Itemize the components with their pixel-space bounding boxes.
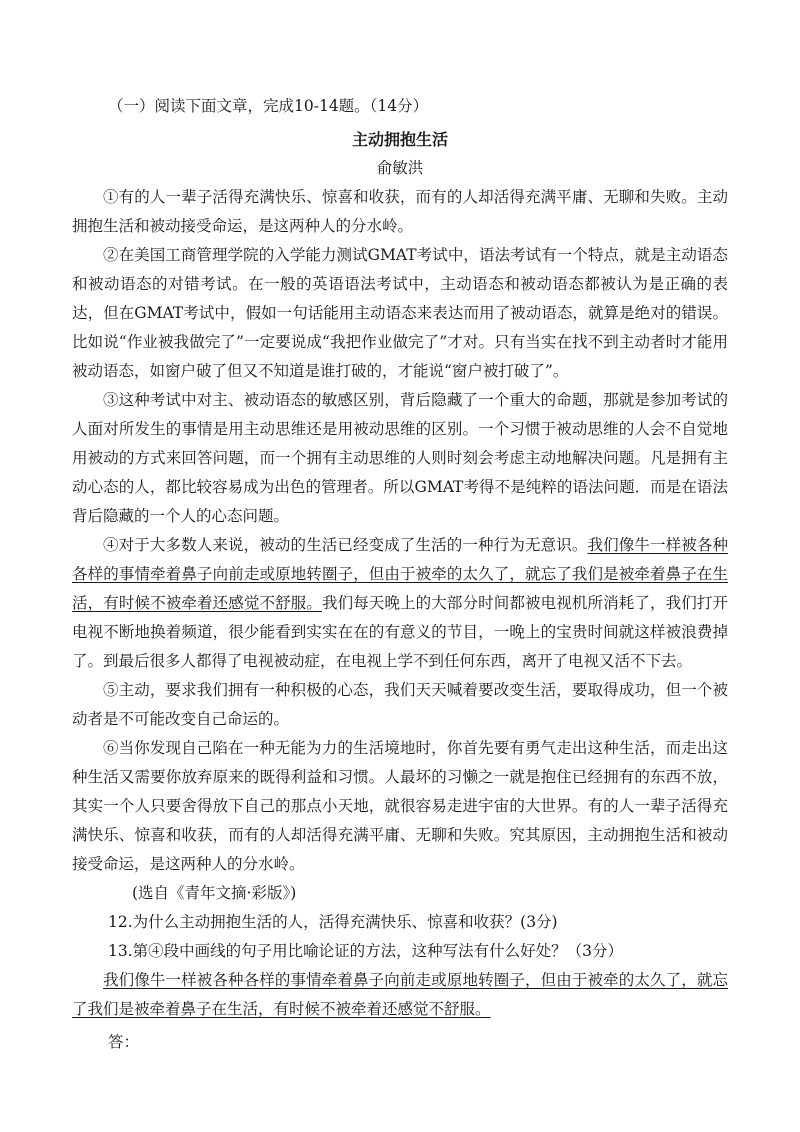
paragraph-4 bbox=[72, 531, 728, 676]
article-source: (选自《青年文摘·彩版》) bbox=[132, 884, 297, 902]
paragraph-1: ①有的人一辈子活得充满快乐、惊喜和收获，而有的人却活得充满平庸、无聊和失败。主动拥抱生活和被动接受命运，是这两种人的分水岭。 bbox=[72, 188, 728, 235]
paragraph-2: ②在美国工商管理学院的入学能力测试GMAT考试中，语法考试有一个特点，就是主动语态和被动语态的对错考试。在一般的英语语法考试中，主动语态和被动语态都被认为是正确的表达，但在GMAT考试中，假如一句话能用主动语态来表达而用了被动语态，就算是绝对的错误。比如说“作业被我做完了”一定要说成“我把作业做完了”才对。只有当实在找不到主动者时才能用被动语态，如窗户破了但又不知道是谁打破的，才能说“窗户被打破了”。 bbox=[72, 246, 728, 380]
section-heading: （一）阅读下面文章，完成10-14题。（14分） bbox=[108, 97, 429, 115]
article-title: 主动拥抱生活 bbox=[351, 130, 448, 149]
paragraph-4-end: 我们每天晚上的大部分时间都被电视机所消耗了，我们打开电视不断地换着频道，很少能看到实实在在的有意义的节目，一晚上的宝贵时间就这样被浪费掉了。到最后很多人都得了电视被动症，在电视上学不到任何东西，离开了电视又活不下去。 bbox=[72, 594, 728, 670]
paragraph-4-start: ④对于大多数人来说，被动的生活已经变成了生活的一种行为无意识。 bbox=[103, 536, 588, 554]
article-author: 俞敏洪 bbox=[376, 159, 424, 177]
question-12: 12.为什么主动拥抱生活的人，活得充满快乐、惊喜和收获？(3分) bbox=[108, 913, 558, 931]
paragraph-3: ③这种考试中对主、被动语态的敏感区别，背后隐藏了一个重大的命题，那就是参加考试的人面对所发生的事情是用主动思维还是用被动思维的区别。一个习惯于被动思维的人会不自觉地用被动的方式来回答问题，而一个拥有主动思维的人则时刻会考虑主动地解决问题。凡是拥有主动心态的人，都比较容易成为出色的管理者。所以GMAT考得不是纯粹的语法问题．而是在语法背后隐藏的一个人的心态问题。 bbox=[72, 391, 728, 525]
document-page bbox=[72, 92, 728, 1057]
question-13: 13.第④段中画线的句子用比喻论证的方法，这种写法有什么好处？（3分） bbox=[108, 942, 624, 960]
paragraph-5: ⑤主动，要求我们拥有一种积极的心态，我们天天喊着要改变生活，要取得成功，但一个被动者是不可能改变自己命运的。 bbox=[72, 681, 728, 728]
question-13-quote bbox=[72, 966, 728, 1024]
answer-label: 答： bbox=[108, 1033, 140, 1051]
question-13-quote-text: 我们像牛一样被各种各样的事情牵着鼻子向前走或原地转圈子，但由于被牵的太久了，就忘了我们是被牵着鼻子在生活，有时候不被牵着还感觉不舒服。 bbox=[72, 971, 728, 1018]
paragraph-4-underlined-sentence: 我们像牛一样被各种各样的事情牵着鼻子向前走或原地转圈子，但由于被牵的太久了，就忘了我们是被牵着鼻子在生活，有时候不被牵着还感觉不舒服。 bbox=[72, 536, 728, 612]
paragraph-6: ⑥当你发现自己陷在一种无能为力的生活境地时，你首先要有勇气走出这种生活，而走出这种生活又需要你放弃原来的既得利益和习惯。人最坏的习懒之一就是抱住已经拥有的东西不放，其实一个人只要舍得放下自己的那点小天地，就很容易走进宇宙的大世界。有的人一辈子活得充满快乐、惊喜和收获，而有的人却活得充满平庸、无聊和失败。究其原因，主动拥抱生活和被动接受命运，是这两种人的分水岭。 bbox=[72, 739, 728, 873]
